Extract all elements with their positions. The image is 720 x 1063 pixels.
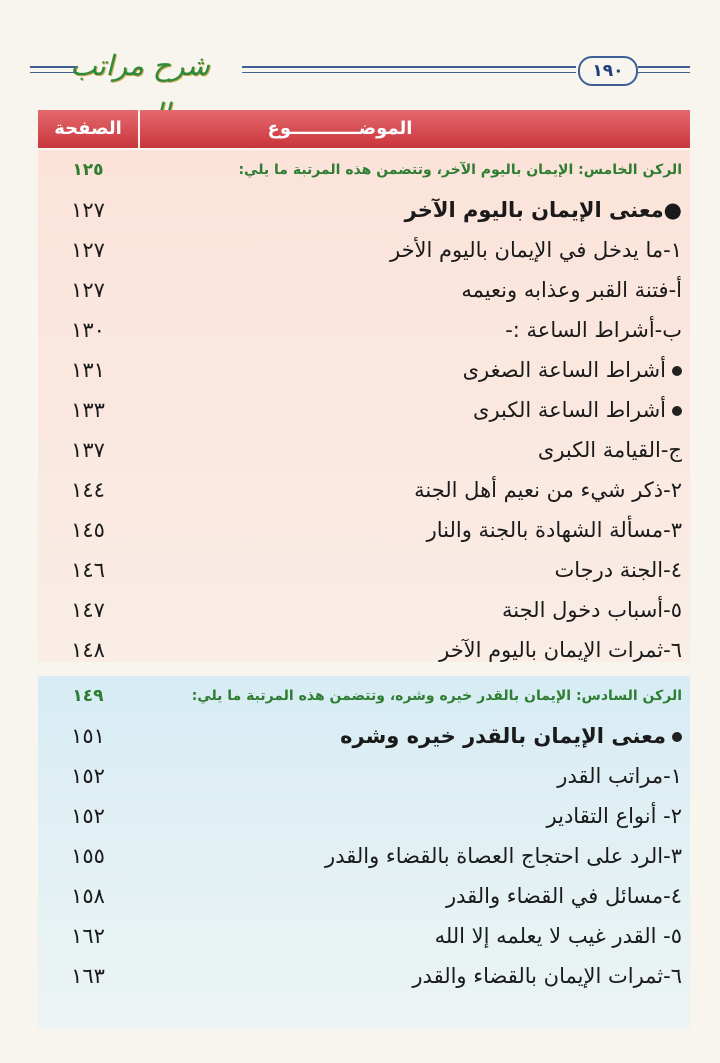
list-item [38,916,690,956]
list-item [38,550,690,590]
section-fifth-pillar [38,150,690,662]
header-rule [638,72,690,73]
list-item [38,470,690,510]
item-text: ٣-مسألة الشهادة بالجنة والنار [426,518,682,542]
item-text: أشراط الساعة الصغرى [462,358,666,382]
item-text: ٥- القدر غيب لا يعلمه إلا الله [434,924,682,948]
item-text: ●معنى الإيمان باليوم الآخر [404,198,682,222]
list-item [38,716,690,756]
item-text: ٦-ثمرات الإيمان بالقضاء والقدر [412,964,682,988]
bullet-icon [672,366,682,376]
item-text: ٣-الرد على احتجاج العصاة بالقضاء والقدر [325,844,682,868]
item-page: ١٢٧ [71,238,105,262]
item-text: ١-مراتب القدر [557,764,682,788]
item-text: ٦-ثمرات الإيمان باليوم الآخر [439,638,682,662]
item-page: ١٢٧ [71,278,105,302]
item-page: ١٥٢ [71,764,105,788]
item-page: ١٣١ [71,358,105,382]
item-page: ١٤٨ [71,638,105,662]
book-title: شرح مراتب [70,49,210,82]
item-page: ١٦٢ [71,924,105,948]
list-item [38,590,690,630]
topic-column-header: الموضـــــــــــوع [267,118,413,139]
item-text: ج-القيامة الكبرى [537,438,682,462]
item-page: ١٥٥ [71,844,105,868]
item-text: ٢- أنواع التقادير [546,804,682,828]
item-text: ٤-مسائل في القضاء والقدر [445,884,682,908]
section-heading [38,150,690,190]
item-page: ١٤٧ [71,598,105,622]
item-text: ١-ما يدخل في الإيمان باليوم الأخر [389,238,682,262]
item-text: ب-أشراط الساعة :- [505,318,682,342]
bullet-icon [672,732,682,742]
page-header [0,0,720,100]
item-page: ١٥٨ [71,884,105,908]
list-item [38,270,690,310]
item-page: ١٣٠ [71,318,105,342]
page-column-header: الصفحة [38,110,140,148]
section-heading-text: الركن السادس: الإيمان بالقدر خيره وشره، وتتضمن هذه المرتبة ما يلي: [191,688,682,704]
item-text: معنى الإيمان بالقدر خيره وشره [340,724,666,748]
section-sixth-pillar [38,676,690,1030]
list-item [38,956,690,996]
item-page: ١٣٧ [71,438,105,462]
header-rule [638,66,690,68]
item-page: ١٤٦ [71,558,105,582]
list-item [38,310,690,350]
item-text: ٥-أسباب دخول الجنة [502,598,682,622]
list-item [38,390,690,430]
list-item [38,430,690,470]
item-page: ١٥٢ [71,804,105,828]
item-text: أ-فتنة القبر وعذابه ونعيمه [461,278,682,302]
list-item [38,190,690,230]
list-item [38,796,690,836]
header-rule [242,72,576,73]
section-heading-page: ١٤٩ [72,686,104,706]
item-page: ١٤٥ [71,518,105,542]
page-number: ١٩٠ [578,56,638,86]
bullet-icon [672,406,682,416]
list-item [38,756,690,796]
item-page: ١٥١ [71,724,105,748]
section-heading [38,676,690,716]
item-page: ١٦٣ [71,964,105,988]
list-item [38,350,690,390]
item-text: ٢-ذكر شيء من نعيم أهل الجنة [414,478,682,502]
list-item [38,230,690,270]
item-text: ٤-الجنة درجات [554,558,682,582]
section-heading-page: ١٢٥ [72,160,104,180]
table-header [38,110,690,148]
item-page: ١٣٣ [71,398,105,422]
list-item [38,630,690,670]
item-page: ١٤٤ [71,478,105,502]
section-heading-text: الركن الخامس: الإيمان باليوم الآخر، وتتضمن هذه المرتبة ما يلي: [238,162,682,178]
header-rule [242,66,576,68]
item-page: ١٢٧ [71,198,105,222]
list-item [38,876,690,916]
list-item [38,836,690,876]
item-text: أشراط الساعة الكبرى [473,398,666,422]
list-item [38,510,690,550]
